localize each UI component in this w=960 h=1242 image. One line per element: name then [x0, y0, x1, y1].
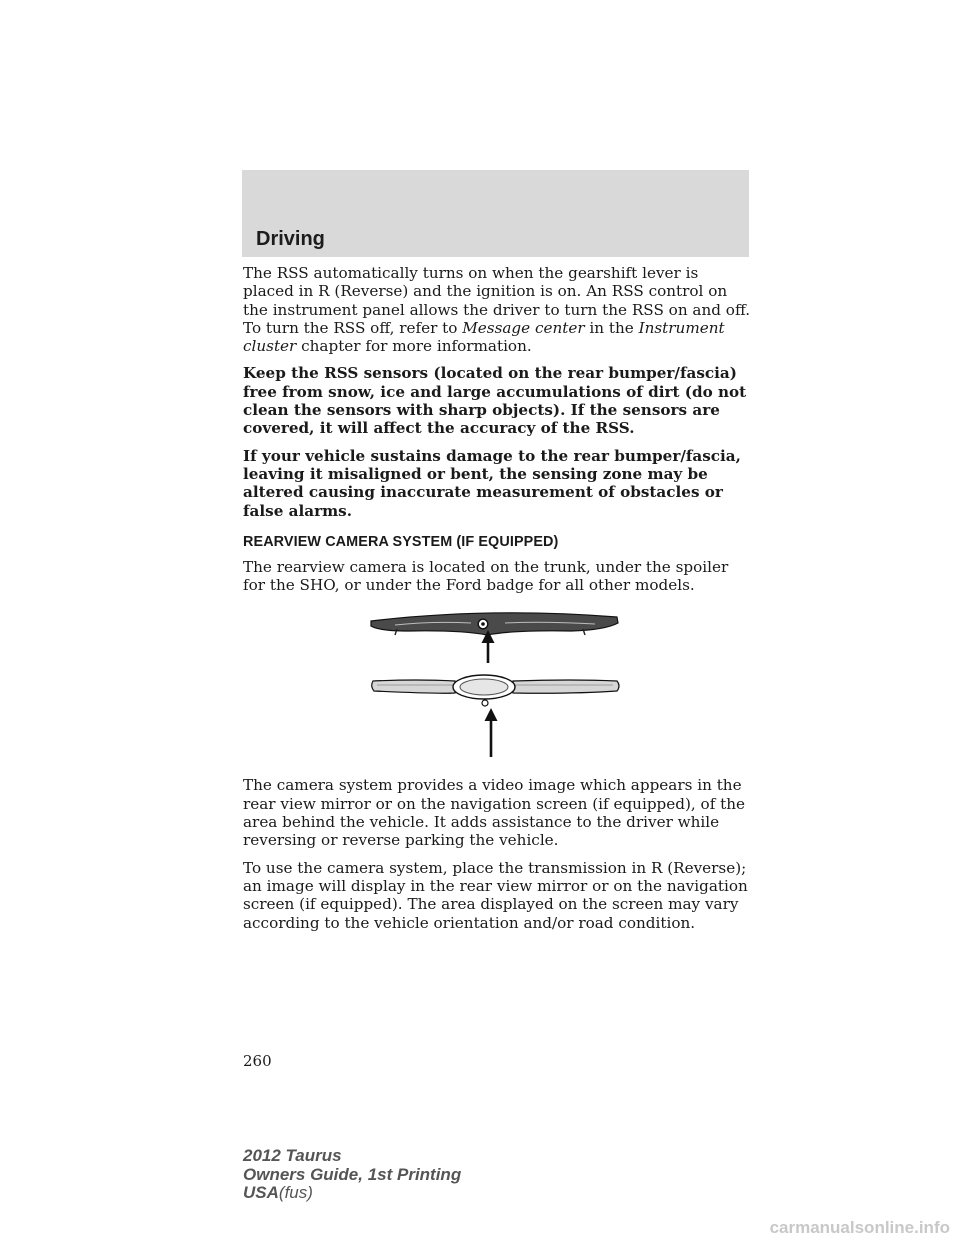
chapter-header-band	[242, 170, 749, 257]
footer-market-code: (fus)	[278, 1183, 313, 1202]
page-number: 260	[243, 1052, 272, 1070]
footer-market	[243, 1184, 461, 1203]
camera-location-paragraph: The rearview camera is located on the trunk, under the spoiler for the SHO, or under the Ford badge for all other models.	[243, 557, 729, 595]
chapter-title: Driving	[256, 228, 325, 250]
ford-badge-icon	[453, 675, 515, 699]
page-content	[243, 264, 753, 941]
camera-location-illustration	[243, 603, 753, 763]
footer-model: 2012 Taurus	[243, 1146, 342, 1165]
camera-usage-paragraph: To use the camera system, place the transmission in R (Reverse); an image will display in the rear view mirror or on the navigation screen (if equipped). The area displayed on the screen may vary according to the vehicle orientation and/or road condition.	[243, 858, 748, 932]
camera-location-diagram	[243, 603, 753, 763]
watermark-text: carmanualsonline.info	[769, 1218, 950, 1237]
badge-camera-arrow	[485, 708, 498, 757]
bumper-damage-warning-paragraph: If your vehicle sustains damage to the rear bumper/fascia, leaving it misaligned or bent, the sensing zone may be altered causing inaccurate measurement of obstacles or false alarms.	[243, 446, 741, 520]
spoiler-camera-icon	[478, 620, 488, 630]
footer-edition: Owners Guide, 1st Printing	[243, 1164, 462, 1184]
badge-camera-icon	[482, 700, 488, 706]
sensor-warning-paragraph: Keep the RSS sensors (located on the rear bumper/fascia) free from snow, ice and large accumulations of dirt (do not clean the sensors with sharp objects). If the sensors are covered, it will affect the accuracy of the RSS.	[243, 364, 747, 438]
camera-function-paragraph: The camera system provides a video image which appears in the rear view mirror or on the navigation screen (if equipped), of the area behind the vehicle. It adds assistance to the driver while reversing or reverse parking the vehicle.	[243, 776, 746, 850]
footer-market-main: USA	[243, 1183, 279, 1202]
rss-intro-text-a: The RSS automatically turns on when the gearshift lever is placed in R (Reverse) and the ignition is on. An RSS control on the instrument panel allows the driver to turn the RSS on and off. To turn the RSS off, refer to	[243, 264, 751, 337]
instrument-cluster-reference: Instrument cluster	[243, 318, 725, 356]
document-footer	[243, 1147, 461, 1203]
rss-intro-text-c: chapter for more information.	[296, 337, 532, 356]
rearview-camera-heading: REARVIEW CAMERA SYSTEM (IF EQUIPPED)	[243, 533, 559, 550]
spoiler-illustration	[371, 613, 618, 635]
message-center-reference: Message center	[462, 318, 585, 337]
rss-intro-paragraph	[243, 264, 753, 355]
rss-intro-text-b: in the	[584, 318, 639, 337]
